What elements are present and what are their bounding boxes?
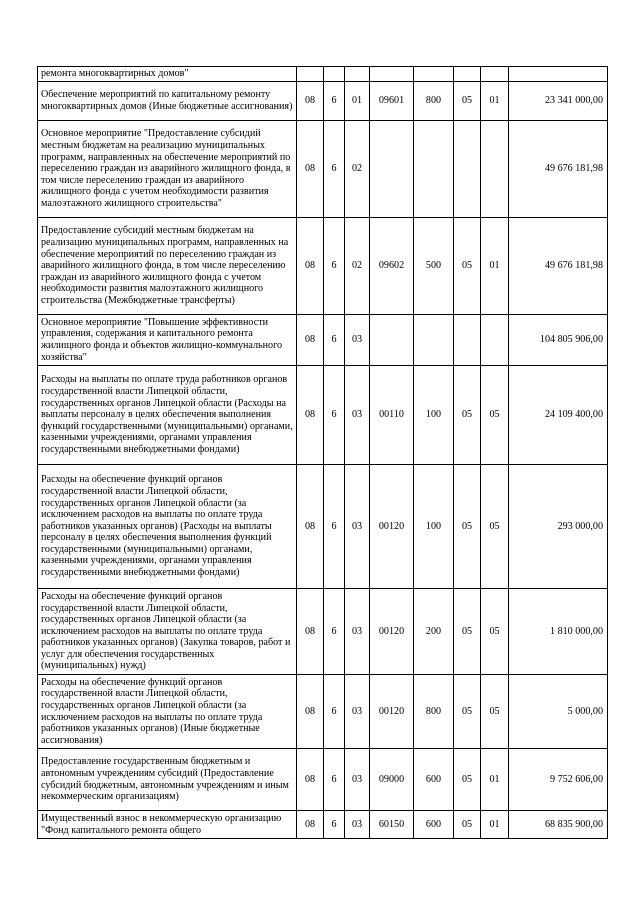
code-cell: 01 [481, 82, 509, 121]
code-cell: 6 [324, 82, 345, 121]
code-cell [297, 67, 324, 82]
item-name-cell: Основное мероприятие "Предоставление субсидий местным бюджетам на реализацию муниципальных программ, направленных на обеспечение мероприятий по переселению граждан из аварийного жилищного фонда, в том числе переселению граждан из аварийного жилищного фонда с учетом необходимости развития малоэтажного жилищного строительства" [38, 121, 297, 218]
code-cell: 6 [324, 675, 345, 749]
code-cell: 6 [324, 218, 345, 315]
code-cell: 800 [414, 82, 454, 121]
code-cell: 200 [414, 589, 454, 675]
code-cell: 05 [481, 465, 509, 589]
amount-cell: 5 000,00 [509, 675, 608, 749]
code-cell: 6 [324, 121, 345, 218]
budget-table [37, 66, 608, 839]
code-cell: 05 [454, 366, 481, 465]
code-cell: 6 [324, 749, 345, 811]
code-cell: 08 [297, 366, 324, 465]
code-cell: 100 [414, 366, 454, 465]
code-cell: 05 [454, 218, 481, 315]
code-cell: 08 [297, 811, 324, 839]
code-cell: 03 [345, 749, 370, 811]
code-cell: 05 [454, 589, 481, 675]
code-cell: 01 [481, 811, 509, 839]
table-row [38, 67, 608, 82]
code-cell: 800 [414, 675, 454, 749]
code-cell: 05 [454, 749, 481, 811]
code-cell [481, 121, 509, 218]
amount-cell [509, 67, 608, 82]
code-cell: 100 [414, 465, 454, 589]
amount-cell: 49 676 181,98 [509, 218, 608, 315]
code-cell: 6 [324, 589, 345, 675]
item-name-cell: Расходы на выплаты по оплате труда работников органов государственной власти Липецкой области, государственных органов Липецкой области (Расходы на выплаты персоналу в целях обеспечения выполнения функций государственными (муниципальными) органами, казенными учреждениями, органами управления государственными внебюджетными фондами) [38, 366, 297, 465]
code-cell: 09602 [370, 218, 414, 315]
table-row [38, 675, 608, 749]
code-cell: 08 [297, 465, 324, 589]
code-cell: 01 [481, 218, 509, 315]
code-cell [454, 121, 481, 218]
code-cell: 6 [324, 811, 345, 839]
table-row [38, 465, 608, 589]
table-row [38, 121, 608, 218]
item-name-cell: Предоставление государственным бюджетным и автономным учреждениям субсидий (Предоставление субсидий бюджетным, автономным учреждениям и иным некоммерческим организациям) [38, 749, 297, 811]
code-cell: 09601 [370, 82, 414, 121]
code-cell [414, 315, 454, 366]
code-cell: 01 [481, 749, 509, 811]
item-name-cell: Расходы на обеспечение функций органов государственной власти Липецкой области, государственных органов Липецкой области (за исключением расходов на выплаты по оплате труда работников указанных органов) (Расходы на выплаты персоналу в целях обеспечения выполнения функций государственными (муниципальными) органами, казенными учреждениями, органами управления государственными внебюджетными фондами) [38, 465, 297, 589]
code-cell: 05 [454, 82, 481, 121]
code-cell [481, 67, 509, 82]
code-cell: 00110 [370, 366, 414, 465]
table-row [38, 218, 608, 315]
amount-cell: 9 752 606,00 [509, 749, 608, 811]
code-cell: 60150 [370, 811, 414, 839]
item-name-cell: Обеспечение мероприятий по капитальному ремонту многоквартирных домов (Иные бюджетные ассигнования) [38, 82, 297, 121]
amount-cell: 24 109 400,00 [509, 366, 608, 465]
code-cell [481, 315, 509, 366]
code-cell: 02 [345, 121, 370, 218]
code-cell: 01 [345, 82, 370, 121]
code-cell: 6 [324, 315, 345, 366]
code-cell [454, 315, 481, 366]
code-cell: 08 [297, 82, 324, 121]
item-name-cell: Имущественный взнос в некоммерческую организацию "Фонд капитального ремонта общего [38, 811, 297, 839]
code-cell: 08 [297, 675, 324, 749]
amount-cell: 1 810 000,00 [509, 589, 608, 675]
amount-cell: 23 341 000,00 [509, 82, 608, 121]
code-cell: 05 [481, 675, 509, 749]
code-cell: 05 [481, 589, 509, 675]
table-body [38, 67, 608, 839]
code-cell [454, 67, 481, 82]
code-cell [324, 67, 345, 82]
amount-cell: 68 835 900,00 [509, 811, 608, 839]
code-cell [414, 67, 454, 82]
code-cell: 03 [345, 366, 370, 465]
code-cell: 03 [345, 675, 370, 749]
code-cell: 05 [454, 811, 481, 839]
code-cell: 05 [454, 465, 481, 589]
item-name-cell: Предоставление субсидий местным бюджетам на реализацию муниципальных программ, направленных на обеспечение мероприятий по переселению граждан из аварийного жилищного фонда, в том числе переселению граждан из аварийного жилищного фонда с учетом необходимости развития малоэтажного жилищного строительства (Межбюджетные трансферты) [38, 218, 297, 315]
table-row [38, 811, 608, 839]
code-cell: 05 [454, 675, 481, 749]
code-cell [414, 121, 454, 218]
table-row [38, 589, 608, 675]
code-cell: 500 [414, 218, 454, 315]
table-row [38, 749, 608, 811]
code-cell: 00120 [370, 465, 414, 589]
code-cell [370, 67, 414, 82]
code-cell: 6 [324, 465, 345, 589]
code-cell: 09000 [370, 749, 414, 811]
code-cell: 03 [345, 465, 370, 589]
code-cell [345, 67, 370, 82]
table-row [38, 82, 608, 121]
table-row [38, 315, 608, 366]
code-cell: 600 [414, 749, 454, 811]
item-name-cell: ремонта многоквартирных домов" [38, 67, 297, 82]
code-cell: 600 [414, 811, 454, 839]
code-cell: 02 [345, 218, 370, 315]
amount-cell: 293 000,00 [509, 465, 608, 589]
item-name-cell: Расходы на обеспечение функций органов государственной власти Липецкой области, государственных органов Липецкой области (за исключением расходов на выплаты по оплате труда работников указанных органов) (Закупка товаров, работ и услуг для обеспечения государственных (муниципальных) нужд) [38, 589, 297, 675]
item-name-cell: Расходы на обеспечение функций органов государственной власти Липецкой области, государственных органов Липецкой области (за исключением расходов на выплаты по оплате труда работников указанных органов) (Иные бюджетные ассигнования) [38, 675, 297, 749]
amount-cell: 104 805 906,00 [509, 315, 608, 366]
code-cell: 03 [345, 589, 370, 675]
code-cell: 08 [297, 315, 324, 366]
code-cell: 00120 [370, 675, 414, 749]
code-cell: 05 [481, 366, 509, 465]
code-cell: 00120 [370, 589, 414, 675]
amount-cell: 49 676 181,98 [509, 121, 608, 218]
code-cell [370, 315, 414, 366]
item-name-cell: Основное мероприятие "Повышение эффективности управления, содержания и капитального ремонта жилищного фонда и объектов жилищно-коммунального хозяйства" [38, 315, 297, 366]
code-cell: 6 [324, 366, 345, 465]
code-cell: 08 [297, 121, 324, 218]
code-cell: 08 [297, 218, 324, 315]
code-cell: 08 [297, 589, 324, 675]
code-cell: 08 [297, 749, 324, 811]
code-cell [370, 121, 414, 218]
code-cell: 03 [345, 315, 370, 366]
code-cell: 03 [345, 811, 370, 839]
table-row [38, 366, 608, 465]
